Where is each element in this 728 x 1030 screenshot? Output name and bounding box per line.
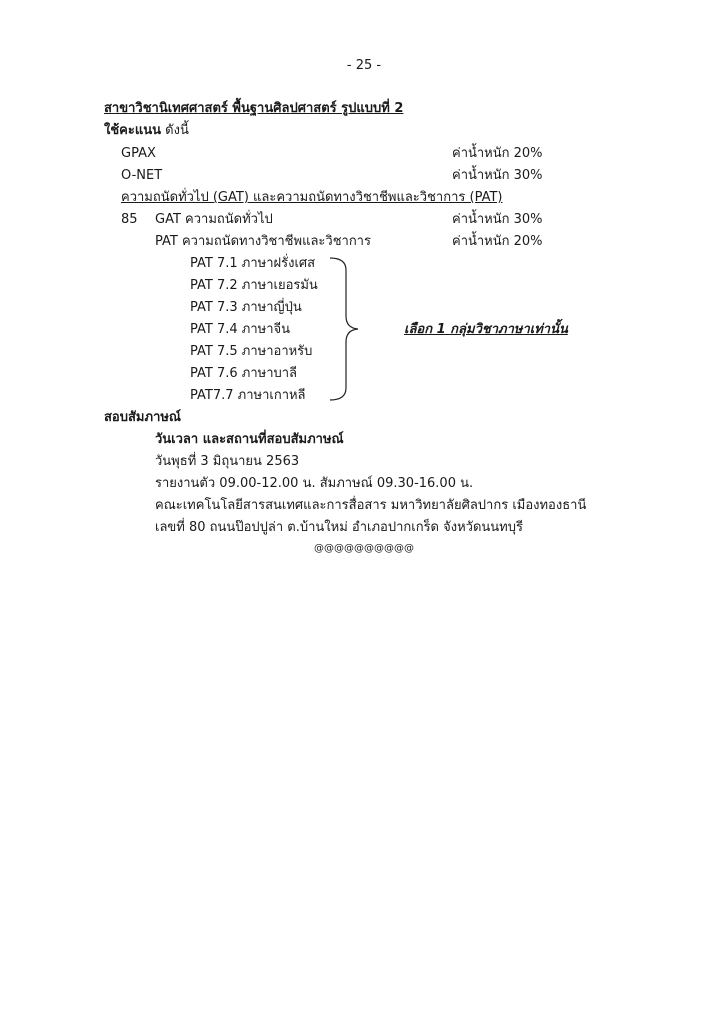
pat-weight: ค่าน้ำหนัก 20% — [452, 234, 543, 249]
pat-option: PAT 7.3 ภาษาญี่ปุ่น — [190, 300, 302, 315]
end-mark: @@@@@@@@@@ — [314, 543, 414, 554]
pat-option: PAT 7.2 ภาษาเยอรมัน — [190, 278, 318, 293]
program-title: สาขาวิชานิเทศศาสตร์ พื้นฐานศิลปศาสตร์ รูปแบบที่ 2 — [104, 101, 404, 116]
curly-brace-icon — [326, 256, 366, 402]
pat-option: PAT7.7 ภาษาเกาหลี — [190, 388, 306, 403]
interview-heading: สอบสัมภาษณ์ — [104, 410, 181, 425]
pat-name: PAT ความถนัดทางวิชาชีพและวิชาการ — [155, 234, 371, 249]
interview-time: รายงานตัว 09.00-12.00 น. สัมภาษณ์ 09.30-16.00 น. — [155, 476, 474, 491]
gat-name: GAT ความถนัดทั่วไป — [155, 212, 273, 227]
gat-weight: ค่าน้ำหนัก 30% — [452, 212, 543, 227]
interview-place: คณะเทคโนโลยีสารสนเทศและการสื่อสาร มหาวิทยาลัยศิลปากร เมืองทองธานี — [155, 498, 587, 513]
pat-option: PAT 7.6 ภาษาบาลี — [190, 366, 298, 381]
weight-name-onet: O-NET — [121, 168, 163, 183]
scores-heading — [104, 122, 189, 140]
interview-subheading: วันเวลา และสถานที่สอบสัมภาษณ์ — [155, 432, 344, 447]
scores-heading-label: ใช้คะแนน — [104, 123, 162, 138]
weight-value-gpax: ค่าน้ำหนัก 20% — [452, 146, 543, 161]
scores-heading-suffix: ดังนี้ — [165, 123, 189, 138]
weight-name-gpax: GPAX — [121, 146, 156, 161]
pat-option: PAT 7.1 ภาษาฝรั่งเศส — [190, 256, 316, 271]
interview-date: วันพุธที่ 3 มิถุนายน 2563 — [155, 454, 300, 469]
choose-note: เลือก 1 กลุ่มวิชาภาษาเท่านั้น — [404, 322, 568, 337]
weight-value-onet: ค่าน้ำหนัก 30% — [452, 168, 543, 183]
page-number: - 25 - — [346, 58, 382, 73]
pat-option: PAT 7.4 ภาษาจีน — [190, 322, 291, 337]
aptitude-heading: ความถนัดทั่วไป (GAT) และความถนัดทางวิชาชีพและวิชาการ (PAT) — [121, 190, 503, 205]
interview-address: เลขที่ 80 ถนนป๊อปปูล่า ต.บ้านใหม่ อำเภอปากเกร็ด จังหวัดนนทบุรี — [155, 520, 523, 535]
gat-code: 85 — [121, 212, 138, 227]
pat-option: PAT 7.5 ภาษาอาหรับ — [190, 344, 313, 359]
